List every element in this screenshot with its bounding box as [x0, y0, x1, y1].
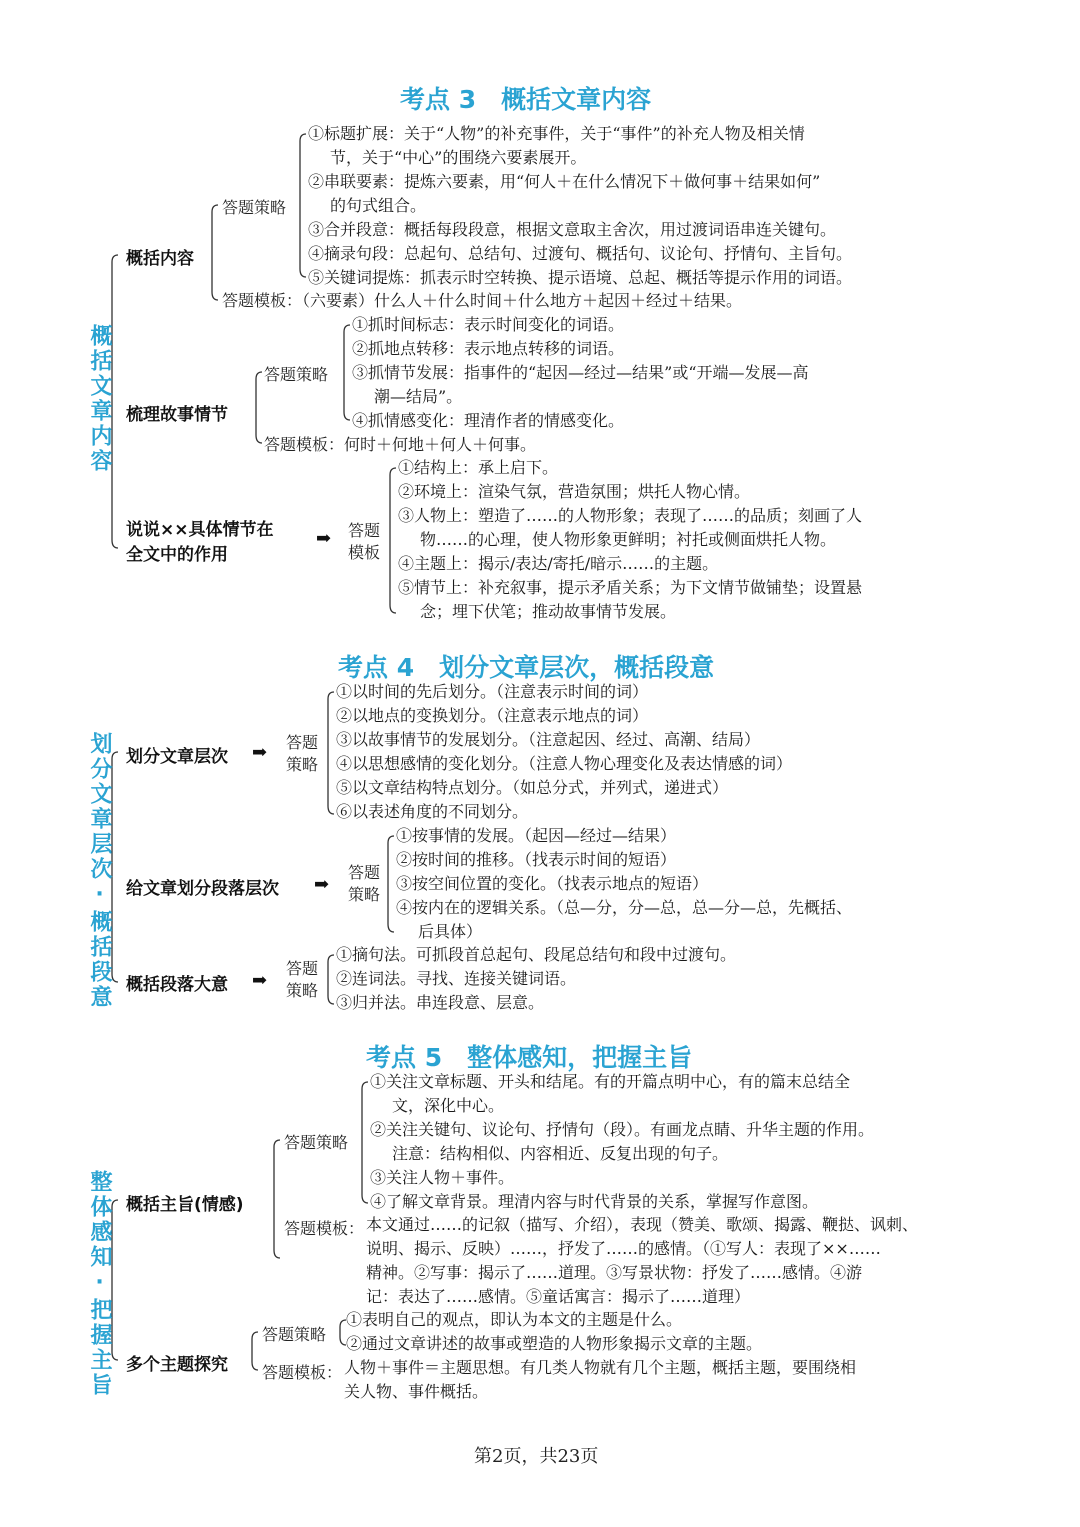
arrow-right-icon: ➡ — [252, 970, 268, 991]
strategy-list — [370, 1070, 874, 1214]
list-item: ①关注文章标题、开头和结尾。有的开篇点明中心，有的篇末总结全 — [370, 1072, 851, 1091]
template-row — [222, 289, 742, 313]
strategy-label: 答题策略 — [222, 198, 287, 217]
template-line: 记：表达了……感情。⑤童话寓言：揭示了……道理） — [366, 1287, 751, 1306]
section-5-vertical-title: 整体感知·把握主旨 — [87, 1170, 112, 1398]
list-item: ⑤关键词提炼：抓表示时空转换、提示语境、总起、概括等提示作用的词语。 — [308, 268, 853, 287]
strategy-label: 答题策略 — [262, 1325, 327, 1344]
topic-multiple-themes: 多个主题探究 — [126, 1355, 228, 1375]
arrow-right-icon: ➡ — [252, 742, 268, 763]
list-item: ②通过文章讲述的故事或塑造的人物形象揭示文章的主题。 — [346, 1334, 763, 1353]
strategy-list — [336, 680, 792, 824]
list-item: 潮—结局”。 — [374, 387, 463, 406]
template-label: 答题模板： — [222, 291, 303, 310]
list-item: ④了解文章背景。理清内容与时代背景的关系，掌握写作意图。 — [370, 1192, 819, 1211]
strategy-list — [352, 313, 809, 433]
topic-paragraph-summary: 概括段落大意 — [126, 975, 228, 995]
page-number: 第2页，共23页 — [474, 1446, 599, 1467]
strategy-label: 答题策略 — [286, 959, 319, 1000]
section-5-title: 考点 5 整体感知，把握主旨 — [366, 1043, 693, 1072]
topic-divide-layers: 划分文章层次 — [126, 747, 228, 767]
template-row — [264, 433, 536, 457]
section-3-title: 考点 3 概括文章内容 — [400, 85, 652, 114]
topic-line: 说说××具体情节在 — [126, 520, 274, 540]
topic-summarize-content: 概括内容 — [126, 249, 194, 269]
topic-line: 全文中的作用 — [126, 545, 228, 565]
list-item: ④按内在的逻辑关系。（总—分，分—总，总—分—总，先概括、 — [396, 898, 853, 917]
list-item: 节，关于“中心”的围绕六要素展开。 — [330, 148, 587, 167]
list-item: 注意：结构相似、内容相近、反复出现的句子。 — [392, 1144, 729, 1163]
template-list — [398, 456, 862, 624]
list-item: ⑥以表述角度的不同划分。 — [336, 802, 529, 821]
list-item: ②环境上：渲染气氛，营造氛围；烘托人物心情。 — [398, 482, 751, 501]
template-text: 何时＋何地＋何人＋何事。 — [344, 435, 537, 454]
arrow-right-icon: ➡ — [316, 528, 332, 549]
template-text: （六要素）什么人＋什么时间＋什么地方＋起因＋经过＋结果。 — [302, 291, 743, 310]
template-line: 关人物、事件概括。 — [344, 1382, 489, 1401]
list-item: ④以思想感情的变化划分。（注意人物心理变化及表达情感的词） — [336, 754, 793, 773]
strategy-list — [396, 824, 852, 944]
strategy-list — [336, 943, 736, 1015]
strategy-label: 答题策略 — [348, 863, 381, 904]
list-item: ②按时间的推移。（找表示时间的短语） — [396, 850, 677, 869]
list-item: 的句式组合。 — [330, 196, 427, 215]
list-item: ③抓情节发展：指事件的“起因—经过—结果”或“开端—发展—高 — [352, 363, 809, 382]
list-item: ②抓地点转移：表示地点转移的词语。 — [352, 339, 625, 358]
topic-story-plot: 梳理故事情节 — [126, 405, 228, 425]
template-line: 精神。②写事：揭示了……道理。③写景状物：抒发了……感情。④游 — [366, 1263, 863, 1282]
list-item: ②以地点的变换划分。（注意表示地点的词） — [336, 706, 649, 725]
list-item: ②连词法。寻找、连接关键词语。 — [336, 969, 577, 988]
strategy-label: 答题策略 — [286, 733, 319, 774]
section-4-title: 考点 4 划分文章层次，概括段意 — [338, 653, 715, 682]
list-item: ①结构上：承上启下。 — [398, 458, 559, 477]
list-item: ①抓时间标志：表示时间变化的词语。 — [352, 315, 625, 334]
list-item: ③合并段意：概括每段段意，根据文意取主舍次，用过渡词语串连关键句。 — [308, 220, 837, 239]
list-item: ⑤以文章结构特点划分。（如总分式，并列式，递进式） — [336, 778, 729, 797]
list-item: 念；埋下伏笔；推动故事情节发展。 — [420, 602, 677, 621]
list-item: ③以故事情节的发展划分。（注意起因、经过、高潮、结局） — [336, 730, 761, 749]
list-item: ①摘句法。可抓段首总起句、段尾总结句和段中过渡句。 — [336, 945, 737, 964]
list-item: ①标题扩展：关于“人物”的补充事件，关于“事件”的补充人物及相关情 — [308, 124, 805, 143]
section-3-vertical-title: 概括文章内容 — [87, 324, 112, 474]
list-item: ③关注人物＋事件。 — [370, 1168, 515, 1187]
arrow-right-icon: ➡ — [314, 874, 330, 895]
strategy-list — [308, 122, 852, 290]
list-item: ④抓情感变化：理清作者的情感变化。 — [352, 411, 625, 430]
template-label: 答题模板： — [264, 435, 345, 454]
list-item: ④摘录句段：总起句、总结句、过渡句、概括句、议论句、抒情句、主旨句。 — [308, 244, 853, 263]
template-line: 说明、揭示、反映）……，抒发了……的感情。（①写人：表现了××…… — [366, 1239, 881, 1258]
list-item: ①按事情的发展。（起因—经过—结果） — [396, 826, 677, 845]
template-label: 答题模板： — [262, 1363, 343, 1382]
list-item: ③归并法。串连段意、层意。 — [336, 993, 545, 1012]
topic-main-idea: 概括主旨(情感) — [126, 1195, 244, 1215]
template-text — [366, 1213, 918, 1309]
list-item: ①以时间的先后划分。（注意表示时间的词） — [336, 682, 649, 701]
section-4-vertical-title: 划分文章层次·概括段意 — [87, 732, 112, 1010]
template-label: 答题模板： — [284, 1219, 365, 1238]
strategy-list — [346, 1308, 762, 1356]
list-item: ②串联要素：提炼六要素，用“何人＋在什么情况下＋做何事＋结果如何” — [308, 172, 821, 191]
topic-paragraph-layers: 给文章划分段落层次 — [126, 879, 279, 899]
list-item: ③按空间位置的变化。（找表示地点的短语） — [396, 874, 709, 893]
template-text — [344, 1356, 856, 1404]
list-item: 物……的心理，使人物形象更鲜明；衬托或侧面烘托人物。 — [420, 530, 837, 549]
strategy-label: 答题策略 — [264, 365, 329, 384]
template-line: 人物＋事件＝主题思想。有几类人物就有几个主题，概括主题，要围绕相 — [344, 1358, 857, 1377]
template-label: 答题模板 — [348, 521, 381, 562]
topic-plot-role — [126, 518, 274, 568]
list-item: ④主题上：揭示/表达/寄托/暗示……的主题。 — [398, 554, 719, 573]
list-item: ③人物上：塑造了……的人物形象；表现了……的品质；刻画了人 — [398, 506, 863, 525]
list-item: ⑤情节上：补充叙事，提示矛盾关系；为下文情节做铺垫；设置悬 — [398, 578, 863, 597]
list-item: ①表明自己的观点，即认为本文的主题是什么。 — [346, 1310, 683, 1329]
list-item: 文，深化中心。 — [392, 1096, 505, 1115]
list-item: 后具体） — [418, 922, 483, 941]
list-item: ②关注关键句、议论句、抒情句（段）。有画龙点睛、升华主题的作用。 — [370, 1120, 875, 1139]
template-line: 本文通过……的记叙（描写、介绍），表现（赞美、歌颂、揭露、鞭挞、讽刺、 — [366, 1215, 919, 1234]
strategy-label: 答题策略 — [284, 1133, 349, 1152]
